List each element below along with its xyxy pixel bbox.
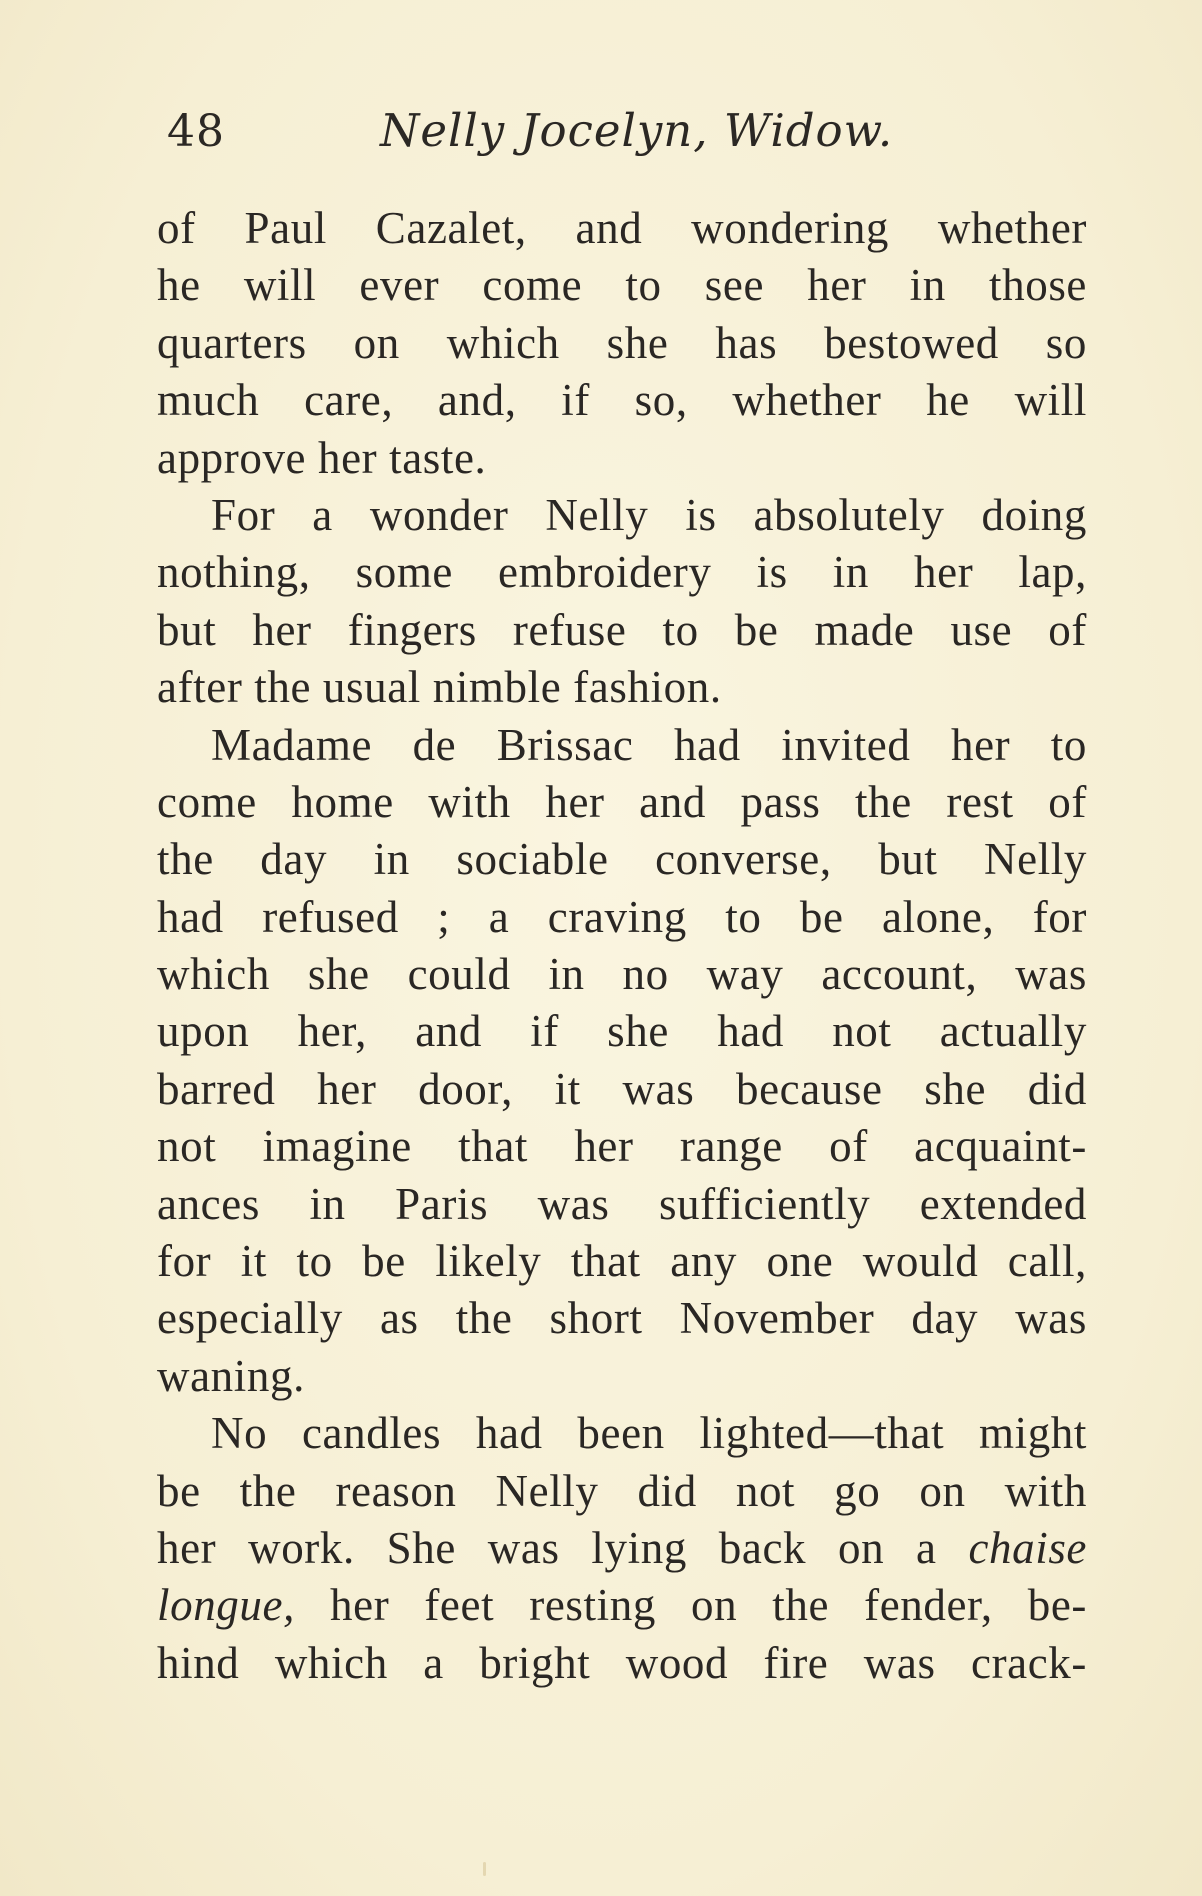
italic-phrase: chaise xyxy=(968,1522,1087,1573)
text-line: waning. xyxy=(157,1350,305,1401)
text-line: come home with her and pass the rest of xyxy=(157,776,1087,827)
text-line: but her fingers refuse to be made use of xyxy=(157,604,1087,655)
text-line: which she could in no way account, was xyxy=(157,949,1087,1000)
paper-fleck xyxy=(483,1862,486,1876)
text-line: for it to be likely that any one would call, xyxy=(157,1236,1087,1287)
running-title: Nelly Jocelyn, Widow. xyxy=(380,104,894,157)
text-line: Madame de Brissac had invited her to xyxy=(211,719,1087,770)
text-line: hind which a bright wood fire was crack- xyxy=(157,1637,1087,1688)
text-line xyxy=(157,1577,1087,1634)
italic-phrase: longue, xyxy=(157,1580,295,1631)
text-line-part: her work. She was lying back on a xyxy=(157,1522,937,1573)
text-line: nothing, some embroidery is in her lap, xyxy=(157,547,1087,598)
text-line: be the reason Nelly did not go on with xyxy=(157,1465,1087,1516)
text-line: For a wonder Nelly is absolutely doing xyxy=(211,489,1087,540)
text-line: barred her door, it was because she did xyxy=(157,1063,1087,1114)
page-header xyxy=(155,96,1055,166)
text-line: he will ever come to see her in those xyxy=(157,260,1087,311)
text-line: after the usual nimble fashion. xyxy=(157,662,722,713)
text-line: the day in sociable converse, but Nelly xyxy=(157,834,1087,885)
text-line: had refused ; a craving to be alone, for xyxy=(157,891,1087,942)
text-line: upon her, and if she had not actually xyxy=(157,1006,1087,1057)
text-line: approve her taste. xyxy=(157,432,487,483)
text-line: especially as the short November day was xyxy=(157,1293,1087,1344)
page-number: 48 xyxy=(167,106,225,157)
text-line xyxy=(157,1520,1087,1577)
text-line: not imagine that her range of acquaint- xyxy=(157,1121,1087,1172)
text-line-part: her feet resting on the fender, be- xyxy=(330,1580,1087,1631)
text-line: ances in Paris was sufficiently extended xyxy=(157,1178,1087,1229)
text-line: of Paul Cazalet, and wondering whether xyxy=(157,203,1087,253)
text-line: quarters on which she has bestowed so xyxy=(157,317,1087,368)
body-text xyxy=(157,200,1087,1692)
text-line: much care, and, if so, whether he will xyxy=(157,375,1087,426)
text-line: No candles had been lighted—that might xyxy=(211,1408,1087,1459)
